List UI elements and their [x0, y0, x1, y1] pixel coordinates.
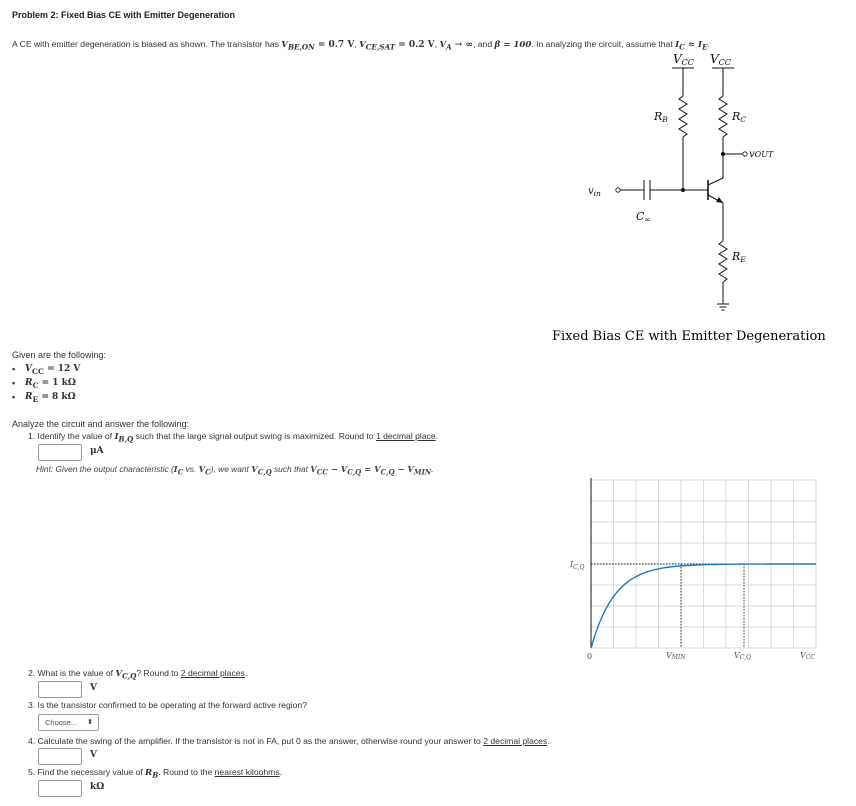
- vin-label: v: [588, 186, 594, 197]
- origin-tick: 0: [587, 652, 593, 661]
- vcc-label-1: V: [673, 52, 682, 66]
- question-2: 2. What is the value of $V_{C,Q}$? Round to 2 decimal places.: [28, 668, 248, 681]
- q1-unit: μA: [90, 446, 104, 456]
- question-3: 3. Is the transistor confirmed to be operating at the forward active region?: [28, 700, 307, 710]
- rc-label: R: [732, 110, 741, 123]
- q3-answer-select[interactable]: [38, 714, 99, 731]
- given-heading: Given are the following:: [12, 350, 107, 360]
- q1-answer-input[interactable]: [38, 444, 82, 461]
- svg-text:C∞: C∞: [636, 210, 651, 224]
- q4-rounding-link[interactable]: 2 decimal places: [483, 736, 548, 746]
- hint-text: Hint: Given the output characteristic ($I_C$ vs. $V_C$), we want $V_{C,Q}$ such that $V_{CC} - V_{C,Q} = V_{C,Q} - V_{MIN}$.: [36, 464, 434, 477]
- q5-answer-input[interactable]: [38, 780, 82, 797]
- svg-text:VCC: VCC: [800, 651, 815, 661]
- given-item: • $R_C = 1$ kΩ: [12, 376, 80, 390]
- re-label: R: [732, 250, 741, 263]
- svg-text:RE: RE: [732, 250, 746, 264]
- svg-text:VC,Q: VC,Q: [734, 651, 751, 661]
- svg-text:VCC: VCC: [710, 52, 731, 67]
- svg-text:IC,Q: $I_{C,Q}$: [570, 560, 585, 571]
- q4-unit: V: [90, 750, 97, 760]
- svg-text:RC: RC: [732, 110, 747, 124]
- svg-text:VMIN: VMIN: [666, 651, 686, 661]
- given-item: • $V_{CC} = 12$ V: [12, 362, 80, 376]
- select-value: Choose...: [45, 718, 78, 727]
- ytick-icq: I: [570, 560, 574, 569]
- analyze-instruction: Analyze the circuit and answer the following:: [12, 419, 190, 429]
- select-arrow-icon: ⬍: [87, 719, 93, 726]
- vout-label: v: [749, 149, 755, 160]
- problem-intro: A CE with emitter degeneration is biased as shown. The transistor has $V_{BE,ON} = 0.7$ V, $V_{CE,SAT} = 0.2$ V, $V_A$ → ∞, and β = 100. In analyzing the circuit, assume that $I_C \approx I_E$.: [12, 39, 710, 52]
- q5-rounding-link[interactable]: nearest kiloohms: [214, 767, 280, 777]
- given-list: [12, 362, 80, 404]
- question-5: 5. Find the necessary value of $R_B$. Round to the nearest kiloohms.: [28, 767, 283, 780]
- vcc-label-2: V: [710, 52, 719, 66]
- question-4: 4. Calculate the swing of the amplifier. If the transistor is not in FA, put 0 as the answer, otherwise round your answer to 2 decimal places.: [28, 736, 550, 746]
- xtick-vcq: V: [734, 651, 740, 660]
- svg-text:VCC: VCC: [673, 52, 694, 67]
- given-item: • $R_E = 8$ kΩ: [12, 390, 80, 404]
- circuit-caption: Fixed Bias CE with Emitter Degeneration: [552, 329, 826, 344]
- cap-label: C: [636, 210, 645, 223]
- svg-text:vOUT: vOUT: [749, 149, 774, 160]
- problem-title: Problem 2: Fixed Bias CE with Emitter Degeneration: [12, 10, 236, 20]
- q2-rounding-link[interactable]: 2 decimal places: [180, 668, 245, 678]
- q5-unit: kΩ: [90, 782, 105, 792]
- xtick-vmin: V: [666, 651, 672, 660]
- question-1: 1. Identify the value of $I_{B,Q}$ such that the large signal output swing is maximized. Round to 1 decimal place.: [28, 431, 439, 444]
- svg-text:RB: RB: [654, 110, 668, 124]
- q2-unit: V: [90, 683, 97, 693]
- q4-answer-input[interactable]: [38, 748, 82, 765]
- svg-text:vin: $v_{in}$: [588, 186, 601, 198]
- q2-answer-input[interactable]: [38, 681, 82, 698]
- rb-label: R: [654, 110, 663, 123]
- xtick-vcc: V: [800, 651, 806, 660]
- circuit-diagram: [548, 46, 828, 346]
- q1-rounding-link[interactable]: 1 decimal place: [375, 431, 436, 441]
- output-characteristic-chart: [568, 476, 818, 666]
